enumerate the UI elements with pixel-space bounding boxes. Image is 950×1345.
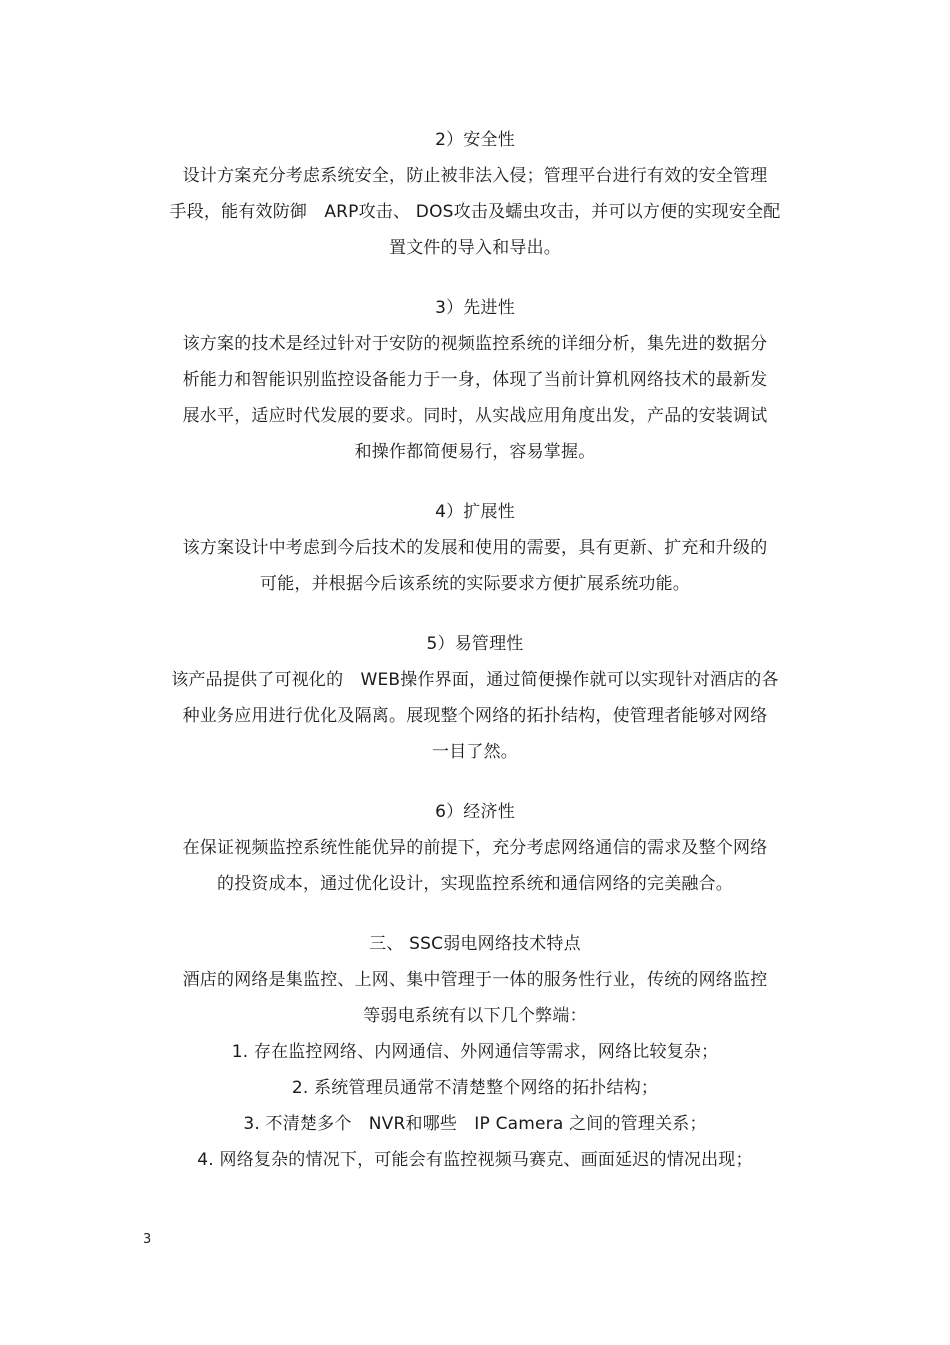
paragraph-line: 该方案设计中考虑到今后技术的发展和使用的需要，具有更新、扩充和升级的 (182, 538, 768, 558)
paragraph-line: 种业务应用进行优化及隔离。展现整个网络的拓扑结构，使管理者能够对网络 (182, 706, 768, 726)
paragraph-line: 置文件的导入和导出。 (389, 238, 561, 258)
paragraph-line: 析能力和智能识别监控设备能力于一身，体现了当前计算机网络技术的最新发 (182, 370, 768, 390)
section-heading-economy: 6）经济性 (435, 802, 515, 822)
paragraph-line: 在保证视频监控系统性能优异的前提下，充分考虑网络通信的需求及整个网络 (182, 838, 768, 858)
paragraph-line: 该产品提供了可视化的 WEB操作界面，通过简便操作就可以实现针对酒店的各 (171, 670, 779, 690)
paragraph-line: 设计方案充分考虑系统安全，防止被非法入侵；管理平台进行有效的安全管理 (182, 166, 768, 186)
paragraph-line: 等弱电系统有以下几个弊端： (363, 1006, 587, 1026)
section-heading-manageability: 5）易管理性 (426, 634, 524, 654)
paragraph-line: 可能，并根据今后该系统的实际要求方便扩展系统功能。 (260, 574, 690, 594)
page-number: 3 (143, 1232, 152, 1247)
list-item: 4. 网络复杂的情况下，可能会有监控视频马赛克、画面延迟的情况出现； (197, 1150, 753, 1170)
paragraph-line: 一目了然。 (432, 742, 518, 762)
section-heading-ssc: 三、 SSC弱电网络技术特点 (369, 934, 581, 954)
paragraph-line: 展水平，适应时代发展的要求。同时，从实战应用角度出发，产品的安装调试 (182, 406, 768, 426)
list-item: 3. 不清楚多个 NVR和哪些 IP Camera 之间的管理关系； (243, 1114, 707, 1134)
paragraph-line: 手段，能有效防御 ARP攻击、 DOS攻击及蠕虫攻击，并可以方便的实现安全配 (169, 202, 781, 222)
paragraph-line: 该方案的技术是经过针对于安防的视频监控系统的详细分析，集先进的数据分 (182, 334, 768, 354)
section-heading-extensibility: 4）扩展性 (435, 502, 515, 522)
section-heading-advanced: 3）先进性 (435, 298, 515, 318)
paragraph-line: 和操作都简便易行，容易掌握。 (354, 442, 596, 462)
paragraph-line: 的投资成本，通过优化设计，实现监控系统和通信网络的完美融合。 (217, 874, 733, 894)
section-heading-security: 2）安全性 (435, 130, 515, 150)
paragraph-line: 酒店的网络是集监控、上网、集中管理于一体的服务性行业，传统的网络监控 (182, 970, 768, 990)
list-item: 2. 系统管理员通常不清楚整个网络的拓扑结构； (291, 1078, 659, 1098)
list-item: 1. 存在监控网络、内网通信、外网通信等需求，网络比较复杂； (231, 1042, 719, 1062)
